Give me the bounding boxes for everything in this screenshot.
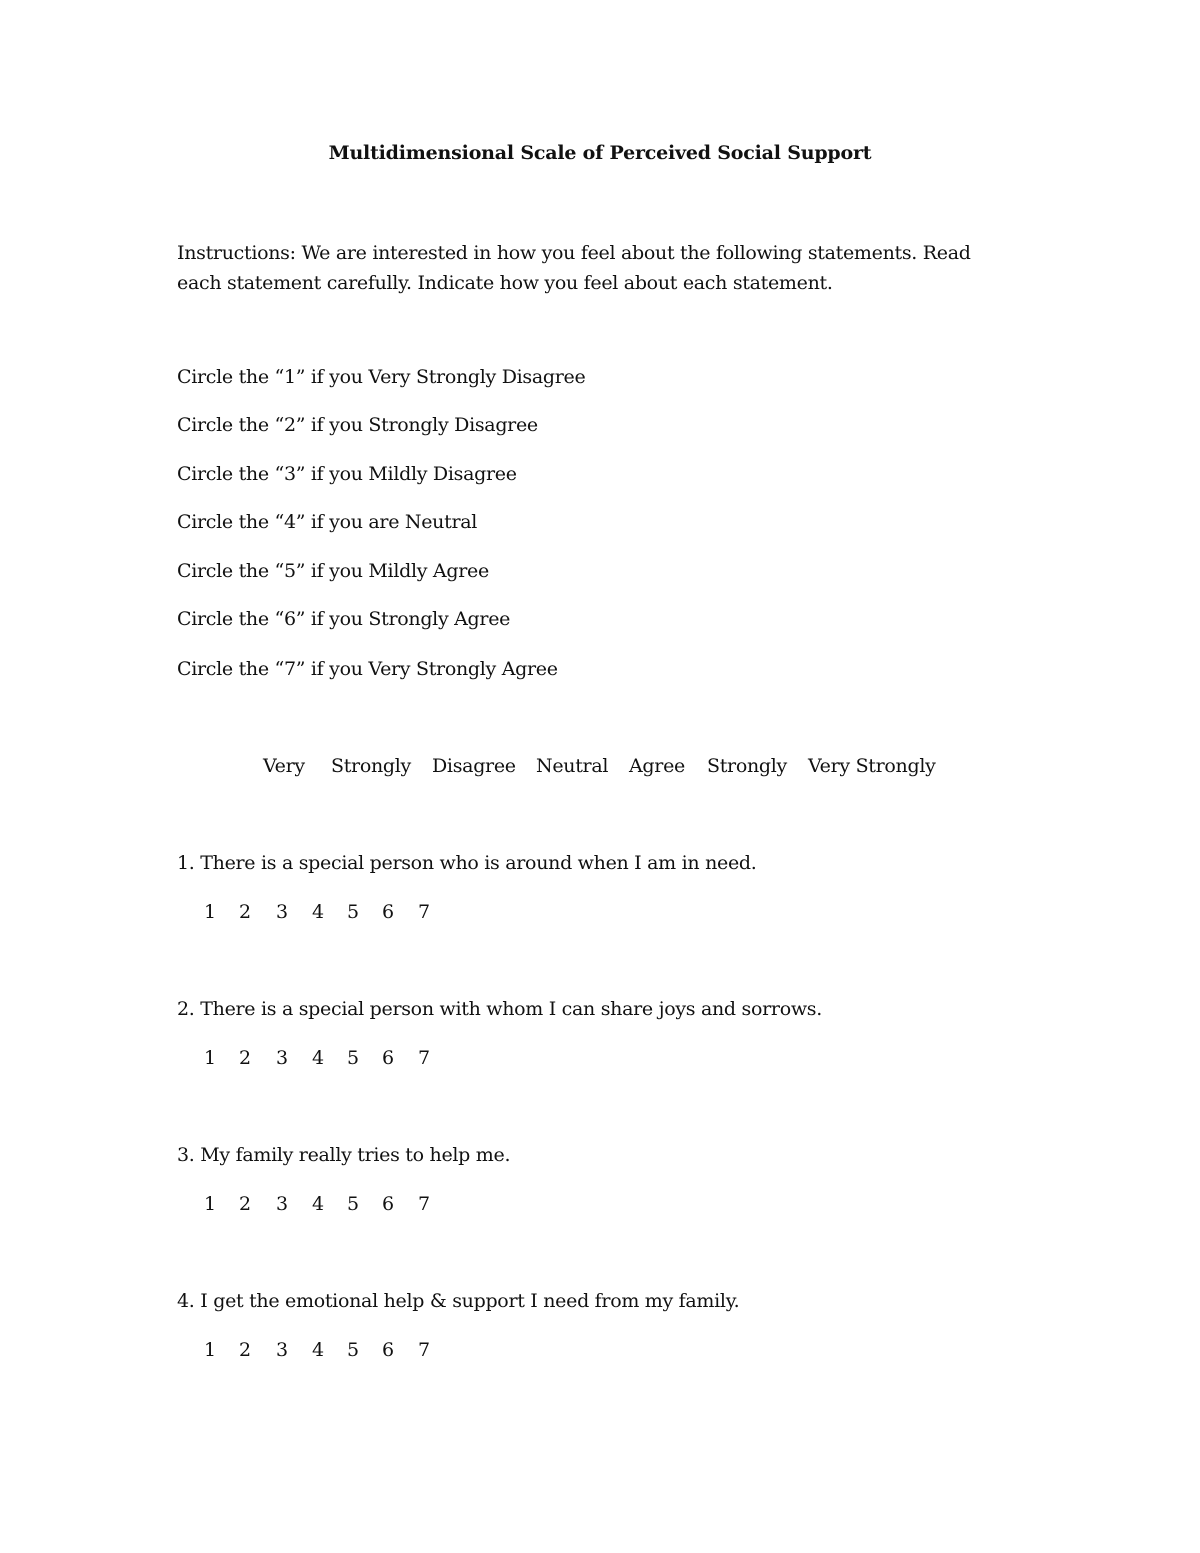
question-1: 1. There is a special person who is around when I am in need.: [177, 852, 757, 874]
rating-option[interactable]: 7: [417, 1047, 431, 1069]
circle-instruction-1: Circle the “1” if you Very Strongly Disagree: [177, 366, 586, 388]
question-4: 4. I get the emotional help & support I need from my family.: [177, 1290, 740, 1312]
scale-label-disagree: Disagree: [432, 755, 516, 777]
scale-label-neutral: Neutral: [536, 755, 609, 777]
circle-instruction-3: Circle the “3” if you Mildly Disagree: [177, 463, 517, 485]
rating-option[interactable]: 5: [346, 901, 360, 923]
rating-option[interactable]: 6: [381, 1047, 395, 1069]
rating-option[interactable]: 7: [417, 1339, 431, 1361]
rating-option[interactable]: 5: [346, 1047, 360, 1069]
rating-option[interactable]: 4: [311, 1339, 325, 1361]
rating-option[interactable]: 4: [311, 901, 325, 923]
circle-instruction-7: Circle the “7” if you Very Strongly Agree: [177, 658, 558, 680]
rating-option[interactable]: 1: [203, 1193, 217, 1215]
rating-option[interactable]: 3: [275, 1339, 289, 1361]
rating-option[interactable]: 3: [275, 1193, 289, 1215]
scale-label-strongly-agree-side: Strongly: [707, 755, 787, 777]
scale-label-strongly-disagree-side: Strongly: [331, 755, 411, 777]
rating-option[interactable]: 5: [346, 1339, 360, 1361]
rating-option[interactable]: 2: [238, 1193, 252, 1215]
rating-option[interactable]: 1: [203, 1047, 217, 1069]
scale-label-agree: Agree: [629, 755, 685, 777]
question-2: 2. There is a special person with whom I can share joys and sorrows.: [177, 998, 822, 1020]
rating-option[interactable]: 7: [417, 901, 431, 923]
rating-option[interactable]: 2: [238, 1339, 252, 1361]
circle-instruction-6: Circle the “6” if you Strongly Agree: [177, 608, 511, 630]
rating-option[interactable]: 4: [311, 1193, 325, 1215]
rating-option[interactable]: 3: [275, 1047, 289, 1069]
rating-option[interactable]: 7: [417, 1193, 431, 1215]
rating-option[interactable]: 6: [381, 1193, 395, 1215]
rating-option[interactable]: 3: [275, 901, 289, 923]
rating-option[interactable]: 4: [311, 1047, 325, 1069]
scale-label-very-strongly: Very Strongly: [808, 755, 936, 777]
rating-option[interactable]: 6: [381, 1339, 395, 1361]
rating-option[interactable]: 6: [381, 901, 395, 923]
rating-option[interactable]: 2: [238, 901, 252, 923]
circle-instruction-2: Circle the “2” if you Strongly Disagree: [177, 414, 538, 436]
circle-instruction-4: Circle the “4” if you are Neutral: [177, 511, 478, 533]
scale-label-very: Very: [263, 755, 305, 777]
rating-option[interactable]: 1: [203, 1339, 217, 1361]
rating-option[interactable]: 1: [203, 901, 217, 923]
rating-option[interactable]: 2: [238, 1047, 252, 1069]
rating-option[interactable]: 5: [346, 1193, 360, 1215]
question-3: 3. My family really tries to help me.: [177, 1144, 511, 1166]
circle-instruction-5: Circle the “5” if you Mildly Agree: [177, 560, 489, 582]
instructions-text: Instructions: We are interested in how you feel about the following statements. Read each statement carefully. Indicate how you feel about each statement.: [177, 242, 971, 294]
page-title: Multidimensional Scale of Perceived Social Support: [328, 142, 872, 164]
